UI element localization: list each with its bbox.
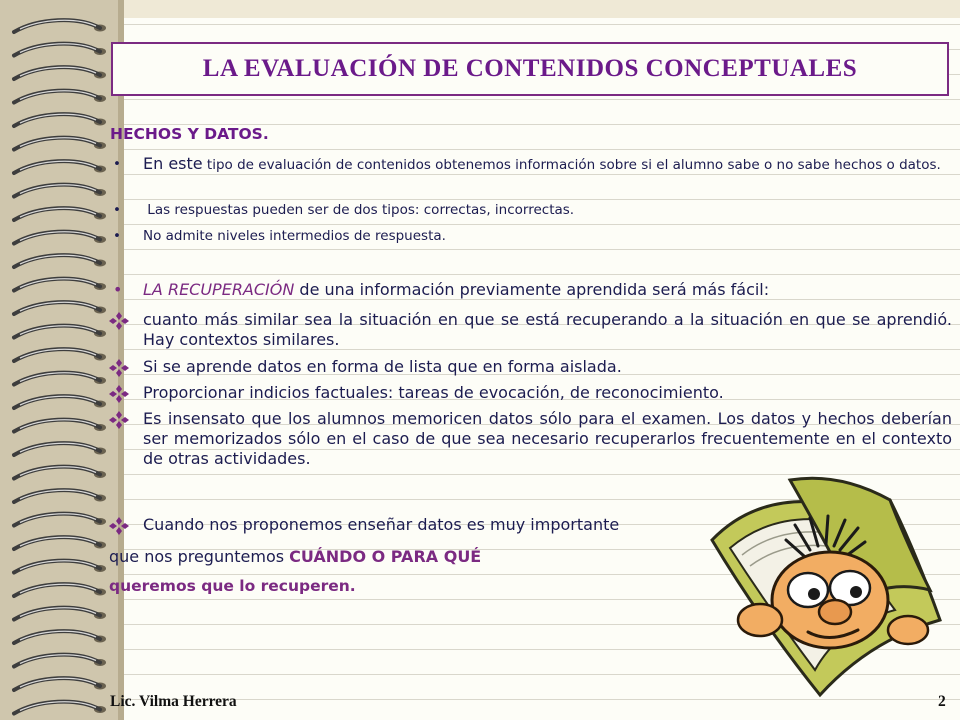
spiral-ring	[14, 161, 106, 173]
spiral-ring	[14, 655, 106, 667]
spiral-ring	[14, 420, 106, 432]
spiral-ring	[14, 208, 106, 220]
bullet-text	[143, 155, 952, 174]
spiral-ring	[14, 678, 106, 690]
diamond-item-text: Es insensato que los alumnos memoricen datos sólo para el examen. Los datos y hechos deberían ser memorizados sólo en el caso de que sea necesario recuperarlos frecuentemente en el contexto de otras actividades.	[143, 409, 952, 468]
spiral-ring	[14, 255, 106, 267]
spiral-ring	[14, 20, 106, 32]
footer-author: Lic. Vilma Herrera	[110, 693, 237, 710]
spiral-ring	[14, 138, 106, 150]
spiral-ring	[14, 232, 106, 244]
top-band	[0, 0, 960, 18]
spiral-ring	[14, 114, 106, 126]
spiral-ring	[14, 44, 106, 56]
diamond-item-text: Proporcionar indicios factuales: tareas de evocación, de reconocimiento.	[143, 383, 724, 402]
recovery-rest: de una información previamente aprendida será más fácil:	[294, 280, 770, 299]
bullet-text: No admite niveles intermedios de respuesta.	[143, 228, 446, 244]
section-heading: HECHOS Y DATOS.	[110, 125, 269, 143]
bullet-lead: En este	[143, 154, 203, 173]
diamond-item-text: Si se aprende datos en forma de lista que en forma aislada.	[143, 357, 622, 376]
spiral-ring	[14, 302, 106, 314]
bullet-item	[107, 201, 952, 221]
bullet-item	[107, 227, 952, 247]
diamond-item	[107, 357, 952, 379]
diamond-item-text: cuanto más similar sea la situación en que se está recuperando a la situación en que se aprendió. Hay contextos similares.	[143, 310, 952, 349]
recovery-text	[143, 280, 952, 300]
recovery-bullet	[107, 280, 952, 302]
spiral-ring	[14, 631, 106, 643]
diamond-item	[107, 409, 952, 473]
recovery-emphasis: LA RECUPERACIÓN	[143, 280, 295, 299]
spiral-ring	[14, 396, 106, 408]
footer-page-number: 2	[938, 693, 946, 710]
diamond-item	[107, 383, 952, 405]
title-box	[111, 42, 949, 96]
page-title: LA EVALUACIÓN DE CONTENIDOS CONCEPTUALES	[202, 55, 858, 82]
diamond-item	[107, 310, 952, 352]
closing-emphasis: CUÁNDO O PARA QUÉ	[289, 547, 482, 566]
spiral-ring	[14, 467, 106, 479]
spiral-ring	[14, 349, 106, 361]
four-diamond-icon	[107, 384, 131, 404]
closing-prefix: que nos preguntemos	[109, 547, 290, 566]
spiral-ring	[14, 326, 106, 338]
spiral-ring	[14, 91, 106, 103]
closing-line-2: queremos que lo recuperen.	[109, 577, 356, 595]
bullet-dot-icon: •	[113, 228, 121, 244]
spiral-ring	[14, 584, 106, 596]
bullet-dot-icon: •	[113, 202, 121, 218]
bullet-rest: tipo de evaluación de contenidos obtenemos información sobre si el alumno sabe o no sabe hechos o datos.	[202, 157, 941, 173]
four-diamond-icon	[107, 410, 131, 430]
four-diamond-icon	[107, 358, 131, 378]
cartoon-reader-illustration	[690, 470, 960, 710]
spiral-ring	[14, 67, 106, 79]
bullet-item	[107, 155, 952, 193]
spiral-ring	[14, 702, 106, 714]
spiral-ring	[14, 443, 106, 455]
spiral-ring	[14, 490, 106, 502]
spiral-ring	[14, 279, 106, 291]
closing-line-1	[109, 547, 481, 567]
four-diamond-icon	[107, 516, 131, 536]
bullet-dot-icon: •	[113, 156, 121, 172]
spiral-ring	[14, 537, 106, 549]
bullet-dot-icon: •	[113, 280, 123, 299]
four-diamond-icon	[107, 311, 131, 331]
spiral-ring	[14, 608, 106, 620]
bullet-text: Las respuestas pueden ser de dos tipos: correctas, incorrectas.	[143, 202, 575, 218]
diamond-item-text: Cuando nos proponemos enseñar datos es muy importante	[143, 515, 620, 534]
spiral-ring	[14, 373, 106, 385]
spiral-ring	[14, 514, 106, 526]
spiral-ring	[14, 561, 106, 573]
spiral-binding-icon	[8, 0, 108, 720]
spiral-ring	[14, 185, 106, 197]
